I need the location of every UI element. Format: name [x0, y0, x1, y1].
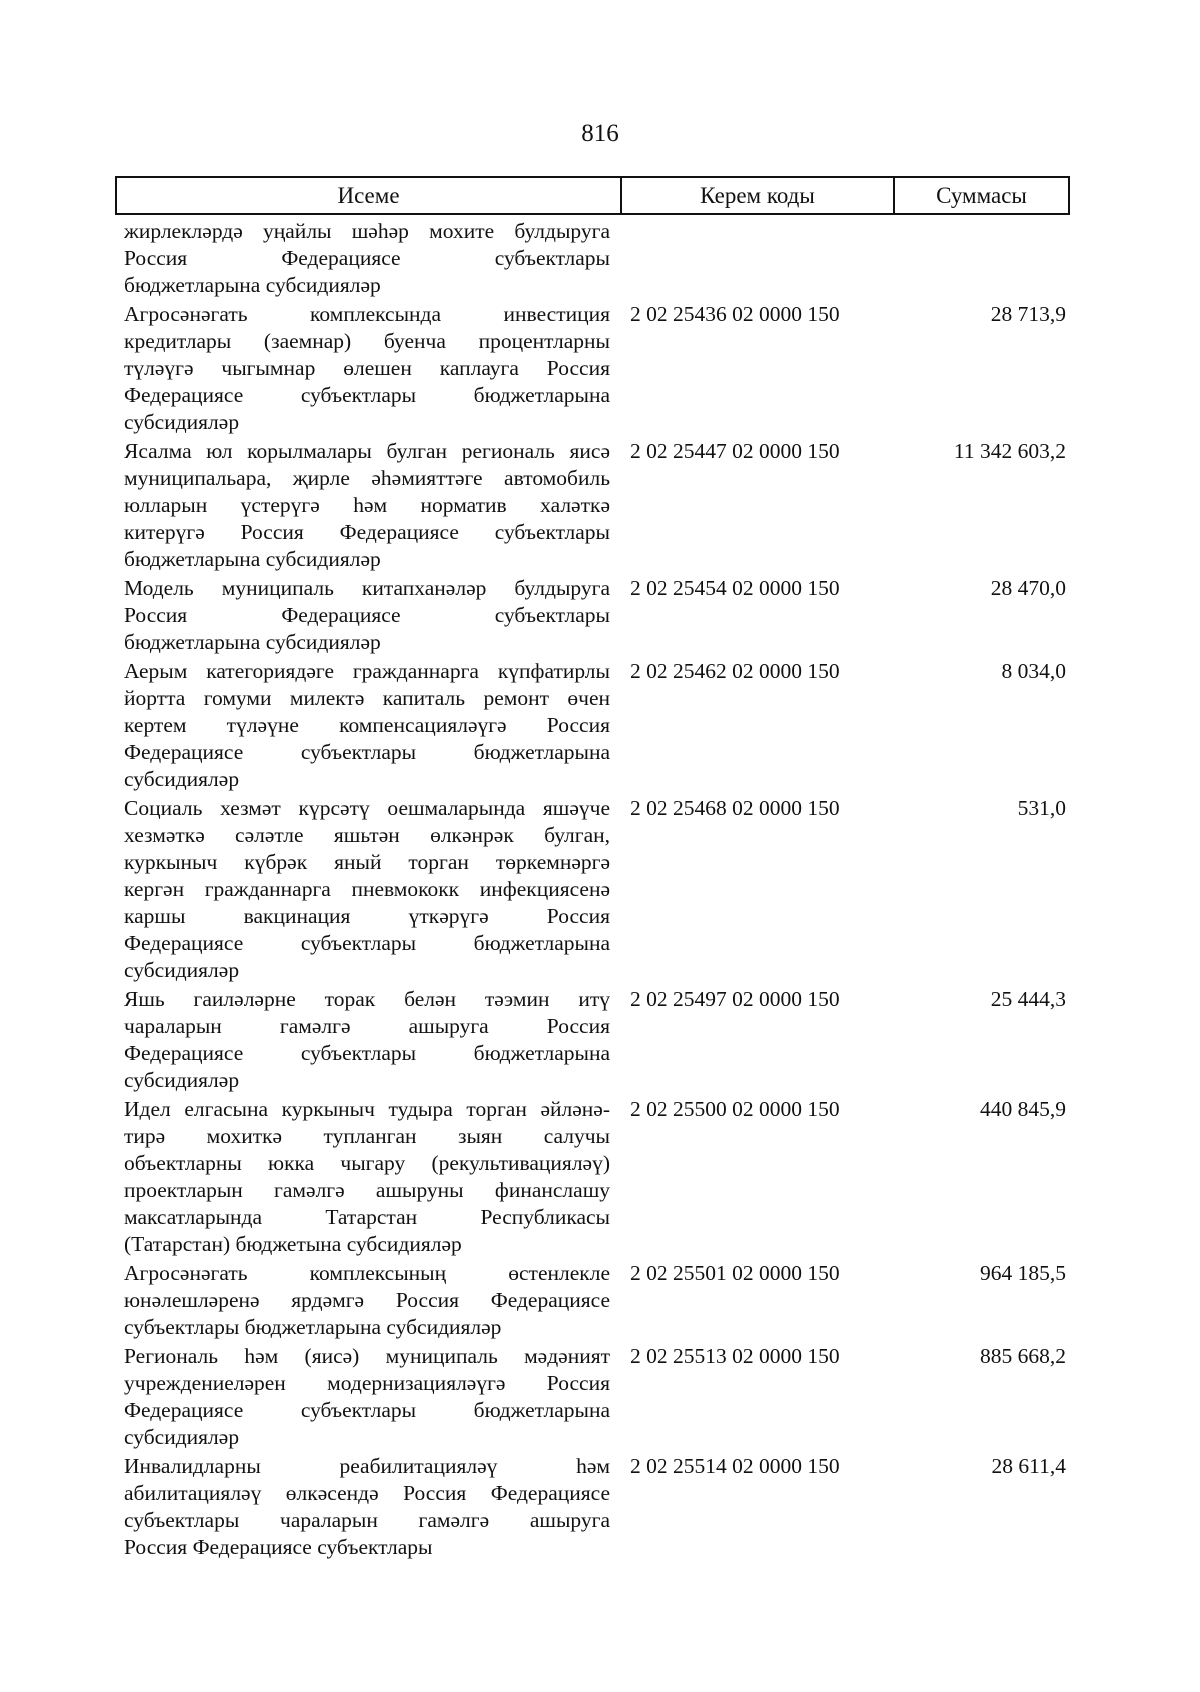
row-name-line: Агросәнәгать комплексының өстенлекле: [124, 1261, 610, 1285]
row-name-line: Россия Федерациясе субъектлары: [124, 603, 610, 627]
row-name-line: субсидияләр: [124, 410, 240, 434]
table-row: [124, 438, 1070, 573]
row-name-line: субсидияләр: [124, 958, 240, 982]
row-name-line: Инвалидларны реабилитацияләү һәм: [124, 1454, 610, 1478]
row-name-line: Федерациясе субъектлары бюджетларына: [124, 1398, 610, 1422]
table-header: [115, 176, 1070, 215]
row-name-line: юнәлешләренә ярдәмгә Россия Федерациясе: [124, 1288, 610, 1312]
row-name-line: Федерациясе субъектлары бюджетларына: [124, 383, 610, 407]
row-name-line: Федерациясе субъектлары бюджетларына: [124, 1041, 610, 1065]
row-sum: 964 185,5: [980, 1261, 1066, 1285]
row-name-line: Аерым категориядәге гражданнарга күпфатирлы: [124, 659, 610, 683]
row-name-line: бюджетларына субсидияләр: [124, 273, 381, 297]
row-sum: 28 470,0: [990, 576, 1066, 600]
row-name-line: Модель муниципаль китапханәләр булдыруга: [124, 576, 610, 600]
row-name-line: проектларын гамәлгә ашыруны финанслашу: [124, 1178, 610, 1202]
row-name-line: Ясалма юл корылмалары булган региональ яисә: [124, 439, 610, 463]
row-name-line: Россия Федерациясе субъектлары: [124, 246, 610, 270]
row-name-line: субъектлары бюджетларына субсидияләр: [124, 1315, 502, 1339]
row-name: [124, 986, 610, 1094]
row-code: 2 02 25468 02 0000 150: [630, 796, 840, 820]
row-name-line: тирә мохиткә тупланган зыян салучы: [124, 1124, 610, 1148]
table-row: [124, 986, 1070, 1094]
row-sum: 8 034,0: [1001, 659, 1066, 683]
row-name-line: йортта гомуми милектә капиталь ремонт өчен: [124, 686, 610, 710]
row-name: [124, 1453, 610, 1561]
row-name-line: Региональ һәм (яисә) муниципаль мәдәният: [124, 1344, 610, 1368]
row-name-line: объектларны юкка чыгару (рекультивацияләү): [124, 1151, 610, 1175]
page-number: 816: [581, 120, 619, 147]
row-sum: 440 845,9: [980, 1097, 1066, 1121]
table-row: [124, 658, 1070, 793]
row-name-line: юлларын үстерүгә һәм норматив халәткә: [124, 493, 610, 517]
table-row: [124, 218, 1070, 299]
row-name-line: кертем түләүне компенсацияләүгә Россия: [124, 713, 610, 737]
row-name: [124, 1096, 610, 1258]
row-sum: 885 668,2: [980, 1344, 1066, 1368]
table-row: [124, 795, 1070, 984]
row-sum: 28 611,4: [991, 1454, 1066, 1478]
row-name: [124, 658, 610, 793]
row-name-line: субъектлары чараларын гамәлгә ашыруга: [124, 1508, 610, 1532]
row-name-line: Идел елгасына куркыныч тудыра торган әйләнә-: [124, 1097, 610, 1121]
row-name: [124, 1343, 610, 1451]
row-name-line: Яшь гаиләләрне торак белән тәэмин итү: [124, 987, 610, 1011]
row-name-line: түләүгә чыгымнар өлешен каплауга Россия: [124, 356, 610, 380]
row-name-line: Федерациясе субъектлары бюджетларына: [124, 931, 610, 955]
row-name: [124, 795, 610, 984]
row-name-line: Социаль хезмәт күрсәтү оешмаларында яшәүче: [124, 796, 610, 820]
header-code: Керем коды: [622, 178, 895, 213]
row-code: 2 02 25436 02 0000 150: [630, 302, 840, 326]
row-name-line: учреждениеләрен модернизацияләүгә Россия: [124, 1371, 610, 1395]
row-name-line: муниципальара, җирле әһәмияттәге автомобиль: [124, 466, 610, 490]
row-name-line: субсидияләр: [124, 1425, 240, 1449]
table-body: [124, 218, 1070, 1563]
header-sum: Суммасы: [936, 182, 1027, 208]
header-name: Исеме: [117, 178, 622, 213]
row-code: 2 02 25462 02 0000 150: [630, 659, 840, 683]
row-name-line: бюджетларына субсидияләр: [124, 547, 381, 571]
row-name-line: хезмәткә сәләтле яшьтән өлкәнрәк булган,: [124, 823, 610, 847]
row-name: [124, 301, 610, 436]
row-name: [124, 575, 610, 656]
table-row: [124, 1343, 1070, 1451]
row-name-line: субсидияләр: [124, 1068, 240, 1092]
table-row: [124, 575, 1070, 656]
row-name-line: максатларында Татарстан Республикасы: [124, 1205, 610, 1229]
table-row: [124, 1096, 1070, 1258]
row-code: 2 02 25500 02 0000 150: [630, 1097, 840, 1121]
row-sum: 25 444,3: [990, 987, 1066, 1011]
row-code: 2 02 25514 02 0000 150: [630, 1454, 840, 1478]
table-row: [124, 1260, 1070, 1341]
row-name: [124, 1260, 610, 1341]
row-code: 2 02 25513 02 0000 150: [630, 1344, 840, 1368]
row-name-line: Федерациясе субъектлары бюджетларына: [124, 740, 610, 764]
row-sum: 531,0: [1017, 796, 1066, 820]
row-code: 2 02 25454 02 0000 150: [630, 576, 840, 600]
row-name-line: (Татарстан) бюджетына субсидияләр: [124, 1232, 462, 1256]
row-name-line: чараларын гамәлгә ашыруга Россия: [124, 1014, 610, 1038]
row-name: [124, 438, 610, 573]
row-name-line: кергән гражданнарга пневмококк инфекциясенә: [124, 877, 610, 901]
row-name-line: куркыныч күбрәк яный торган төркемнәргә: [124, 850, 610, 874]
row-name-line: жирлекләрдә уңайлы шәһәр мохите булдыруга: [124, 219, 610, 243]
row-name-line: кредитлары (заемнар) буенча процентларны: [124, 329, 610, 353]
row-name-line: субсидияләр: [124, 767, 240, 791]
row-sum: 11 342 603,2: [953, 439, 1066, 463]
row-name-line: бюджетларына субсидияләр: [124, 630, 381, 654]
row-name-line: каршы вакцинация үткәрүгә Россия: [124, 904, 610, 928]
row-name-line: абилитацияләү өлкәсендә Россия Федерациясе: [124, 1481, 610, 1505]
row-code: 2 02 25501 02 0000 150: [630, 1261, 840, 1285]
row-name-line: китерүгә Россия Федерациясе субъектлары: [124, 520, 610, 544]
row-code: 2 02 25447 02 0000 150: [630, 439, 840, 463]
table-row: [124, 301, 1070, 436]
row-sum: 28 713,9: [990, 302, 1066, 326]
row-name-line: Агросәнәгать комплексында инвестиция: [124, 302, 610, 326]
row-name-line: Россия Федерациясе субъектлары: [124, 1535, 433, 1559]
row-code: 2 02 25497 02 0000 150: [630, 987, 840, 1011]
table-row: [124, 1453, 1070, 1561]
row-name: [124, 218, 610, 299]
